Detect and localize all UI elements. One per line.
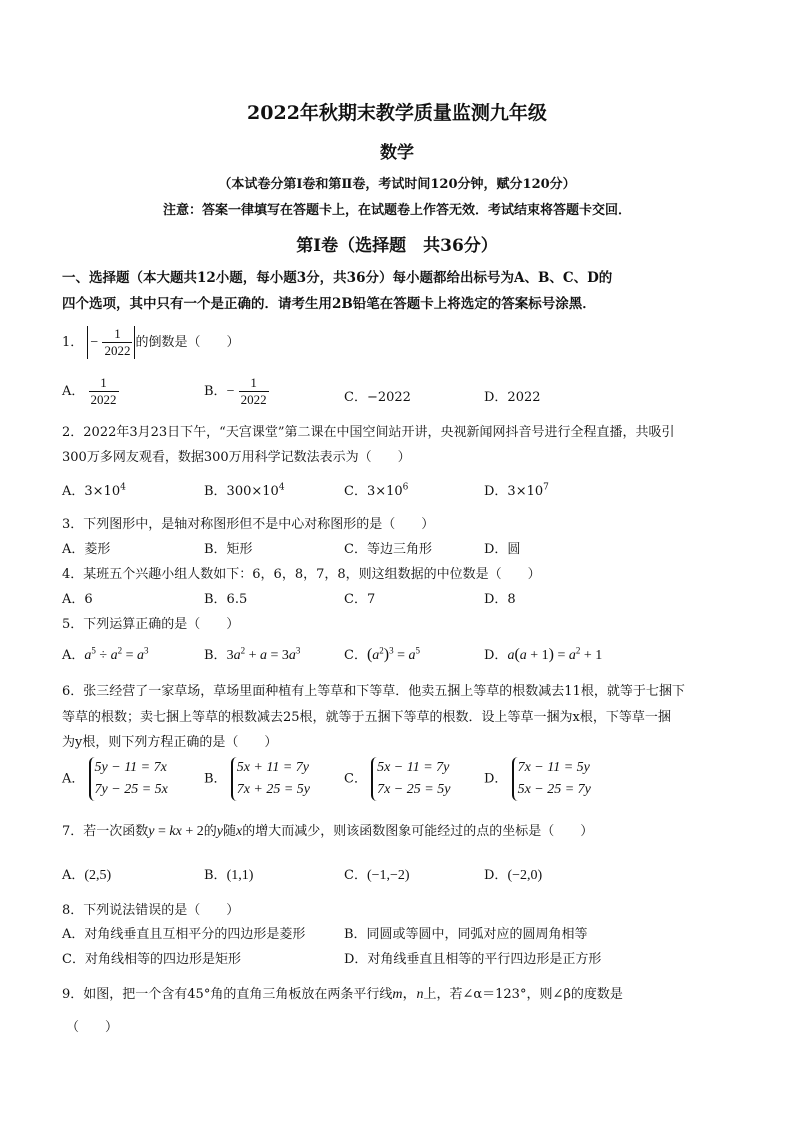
question-8-option-b: B．同圆或等圆中，同弧对应的圆周角相等 [344,927,588,942]
question-6-line2: 等草的根数；卖七捆上等草的根数减去25根，就等于五捆下等草的根数．设上等草一捆为x根，下等草一捆 [62,710,671,725]
question-2-line2: 300万多网友观看，数据300万用科学记数法表示为（ ） [62,450,411,465]
question-1-option-c: C．−2022 [344,390,411,405]
question-8-option-a: A．对角线垂直且互相平分的四边形是菱形 [62,927,306,942]
question-2-option-b: B．$300\times 10^4$ [204,482,285,499]
exam-notice: 注意：答案一律填写在答题卡上，在试题卷上作答无效．考试结束将答题卡交回． [162,203,631,218]
equation-system: 7x − 11 = 5y 5x − 25 = 7y [512,757,591,801]
equation-system: 5x + 11 = 7y 7x + 25 = 5y [231,757,310,801]
question-6-option-c: C． 5x − 11 = 7y 7x − 25 = 5y [344,757,450,801]
question-1-option-d: D．2022 [484,390,541,405]
question-7-option-d: D．(−2,0) [484,868,543,883]
question-4-option-d: D．8 [484,592,516,607]
question-4-option-c: C．7 [344,592,376,607]
question-5-option-a: A．$a^5 \div a^2 = a^3$ [62,645,149,663]
part1-heading: 第Ⅰ卷（选择题 共36分） [296,236,498,256]
question-4-stem: 4．某班五个兴趣小组人数如下：6，6，8，7，8，则这组数据的中位数是（ ） [62,567,541,582]
question-3-option-c: C．等边三角形 [344,542,432,557]
question-8-option-d: D．对角线垂直且相等的平行四边形是正方形 [344,952,602,967]
question-4-option-a: A．6 [62,592,93,607]
equation-system: 5y − 11 = 7x 7y − 25 = 5x [89,757,168,801]
fraction: $\frac{1}{2022}$ [104,326,131,358]
question-6-option-a: A． 5y − 11 = 7x 7y − 25 = 5x [62,757,168,801]
question-9-stem: 9．如图，把一个含有45°角的直角三角板放在两条平行线m，n上，若∠α＝123°，则∠β的度数是 [62,987,623,1002]
subject-title: 数学 [380,143,414,163]
question-6-line3: 为y根，则下列方程正确的是（ ） [62,735,278,750]
question-6-option-b: B． 5x + 11 = 7y 7x + 25 = 5y [204,757,310,801]
question-6-option-d: D． 7x − 11 = 5y 5x − 25 = 7y [484,757,591,801]
exam-title: 2022年秋期末教学质量监测九年级 [247,102,547,124]
question-3-stem: 3．下列图形中，是轴对称图形但不是中心对称图形的是（ ） [62,517,435,532]
section-instructions-line2: 四个选项，其中只有一个是正确的．请考生用2B铅笔在答题卡上将选定的答案标号涂黑． [62,296,596,312]
question-6-line1: 6．张三经营了一家草场，草场里面种植有上等草和下等草．他卖五捆上等草的根数减去11根，就等于七捆下 [62,684,685,699]
question-2-option-c: C．$3\times 10^6$ [344,482,409,499]
exam-info: （本试卷分第Ⅰ卷和第Ⅱ卷，考试时间120分钟，赋分120分） [218,177,576,192]
question-5-option-c: C．$(a^2)^3 = a^5$ [344,645,421,663]
question-3-option-b: B．矩形 [204,542,253,557]
question-7-option-c: C．(−1,−2) [344,868,410,883]
question-4-option-b: B．6.5 [204,592,248,607]
question-9-answer-parens: （ ） [66,1020,119,1035]
question-1-option-b: B．− $\frac{1}{2022}$ [204,375,267,407]
question-3-option-a: A．菱形 [62,542,111,557]
question-5-stem: 5．下列运算正确的是（ ） [62,617,240,632]
question-3-option-d: D．圆 [484,542,521,557]
question-2-line1: 2．2022年3月23日下午，“天宫课堂”第二课在中国空间站开讲，央视新闻网抖音号进行全程直播，共吸引 [62,425,675,440]
question-7-stem: 7．若一次函数y = kx + 2的y随x的增大而减少，则该函数图象可能经过的点的坐标是（ ） [62,824,594,839]
question-5-option-d: D．$a(a + 1) = a^2 + 1$ [484,645,603,663]
question-2-option-a: A．$3\times 10^4$ [62,482,126,499]
question-7-option-a: A．(2,5) [62,868,112,883]
question-1-stem: 1． − $\frac{1}{2022}$ 的倒数是（ ） [62,326,240,358]
question-8-option-c: C．对角线相等的四边形是矩形 [62,952,241,967]
equation-system: 5x − 11 = 7y 7x − 25 = 5y [371,757,450,801]
question-1-option-a: A． $\frac{1}{2022}$ [62,375,117,407]
section-instructions-line1: 一、选择题（本大题共12小题，每小题3分，共36分）每小题都给出标号为A、B、C、D的 [62,270,613,286]
question-5-option-b: B．$3a^2 + a = 3a^3$ [204,645,301,663]
question-8-stem: 8．下列说法错误的是（ ） [62,903,240,918]
question-2-option-d: D．$3\times 10^7$ [484,482,549,499]
question-7-option-b: B．(1,1) [204,868,254,883]
absolute-value-expression: − $\frac{1}{2022}$ [87,326,135,359]
